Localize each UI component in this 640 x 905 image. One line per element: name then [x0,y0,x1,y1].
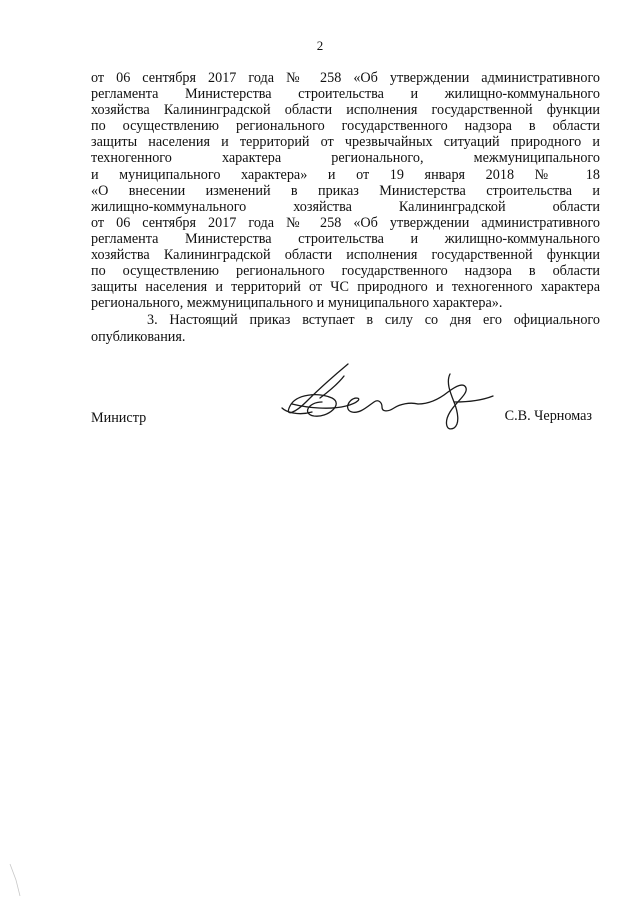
paragraph-3 [91,312,600,344]
text-line: по осуществлению регионального государственного надзора в области [91,263,600,280]
text-line: защиты населения и территорий от ЧС природного и техногенного характера [91,279,600,296]
text-line: жилищно-коммунального хозяйства Калининградской области [91,198,600,215]
text-line: от 06 сентября 2017 года № 258 «Об утверждении административного [91,214,600,231]
text-line: техногенного характера регионального, межмуниципального [91,150,600,167]
text-line: регламента Министерства строительства и жилищно-коммунального [91,230,600,247]
signatory-position: Министр [91,410,147,426]
text-line: от 06 сентября 2017 года № 258 «Об утверждении административного [91,70,600,86]
text-line: 3. Настоящий приказ вступает в силу со дня его официального [147,312,600,329]
scan-artifact-mark [4,860,24,900]
handwritten-signature [278,362,508,442]
text-line: регионального, межмуниципального и муниципального характера». [91,295,503,312]
text-line: защиты населения и территорий от чрезвычайных ситуаций природного и [91,134,600,151]
text-line: регламента Министерства строительства и жилищно-коммунального [91,86,600,103]
text-line: опубликования. [91,328,186,345]
text-line: «О внесении изменений в приказ Министерства строительства и [91,182,600,199]
text-line: хозяйства Калининградской области исполнения государственной функции [91,247,600,264]
signature-block [91,370,600,450]
text-line: хозяйства Калининградской области исполнения государственной функции [91,102,600,119]
text-line: по осуществлению регионального государственного надзора в области [91,118,600,135]
paragraph-continuation [91,70,600,311]
page-number: 2 [316,38,324,53]
text-line: и муниципального характера» и от 19 января 2018 № 18 [91,166,600,183]
document-body [91,70,600,345]
signatory-name: С.В. Черномаз [504,408,592,424]
